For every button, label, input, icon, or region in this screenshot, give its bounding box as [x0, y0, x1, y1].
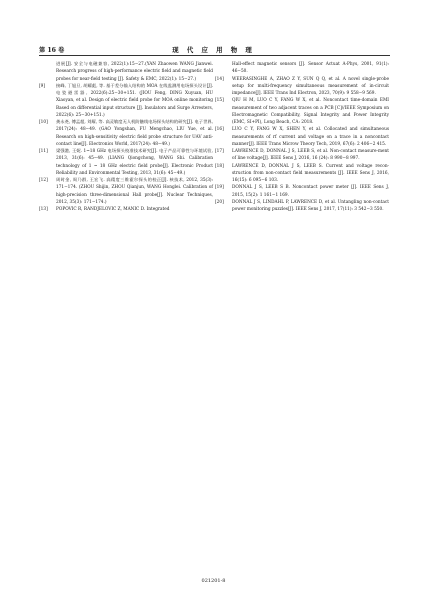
reference-number: [17]	[215, 149, 224, 154]
reference-entry	[215, 76, 389, 98]
reference-entry	[215, 163, 389, 185]
reference-text: 龚永尧, 傅孟超, 刘耀, 等. 高灵敏度无人机防触线电场探头结构的研究[J]. 电子世界, 2017(24): 48−49. (GAO Yongshan, FU Mengchao, LIU Yue, et al. Research on high-sensitivity electric field probe structure for UAV anti-contact line[J]. Electronics World, 2017(24): 48−49.)	[56, 120, 213, 147]
reference-entry	[39, 148, 213, 177]
reference-entry	[39, 206, 213, 213]
page-number: 021201-8	[201, 578, 226, 584]
reference-entry	[215, 97, 389, 126]
reference-text: QIU H M, LUO C Y, FANG W X, et al. Noncontact time-domain EMI measurement of two adjacent traces on a PCB [C]//IEEE Symposium on Electromagnetic Compatibility, Signal Integrity and Power Integrity (EMC, SI+PI), Long Beach, CA: 2018.	[232, 98, 389, 125]
reference-entry	[215, 199, 389, 214]
reference-number: [20]	[215, 199, 224, 205]
reference-entry	[215, 126, 389, 148]
reference-entry	[39, 61, 213, 83]
reference-entry	[215, 148, 389, 163]
reference-text: LAWRENCE D, DONNAL J S, LEEB S, et al. Non-contact measure-ment of line voltage[J]. IEEE Sens J, 2016, 16 (24): 8 990−8 997.	[232, 149, 389, 162]
reference-column-left	[39, 61, 213, 213]
reference-text: LUO C Y, FANG W X, SHEN Y, et al. Collocated and simultaneous measurements of rf current and voltage on a trace in a noncontact manner[J]. IEEE Trans Microw Theory Tech, 2019, 67(6): 2 406−2 415.	[232, 127, 389, 147]
reference-entry	[39, 177, 213, 206]
reference-text: 周时金, 周乃群, 王宏飞. 高精度三维霍尔探头的校正[J]. 核技术, 2012, 35(3): 171−174. (ZHOU Shijin, ZHOU Qianjun, WANG Honglei. Calibration of high-precision three-dimensional Hall probe[J]. Nuclear Techniques, 2012, 35(3): 171−174.)	[56, 178, 213, 205]
reference-number: [9]	[39, 83, 46, 89]
reference-text: Hall-effect magnetic sensors [J]. Sensor Actuat A-Phys, 2001, 91(1): 46−50.	[232, 62, 389, 75]
reference-text: DONNAL J S, LEEB S B. Noncontact power meter [J]. IEEE Sens J, 2015, 15(2): 1 161−1 169.	[232, 185, 389, 198]
reference-text: 进展[J]. 安全与电磁兼容, 2022(1):15−27.(YAN Zhaowen WANG Jianwei. Research progress of high-performance electric field and magnetic field probes for near-field testing [J]. Safety & EMC, 2022(1): 15−27.)	[56, 62, 213, 82]
reference-number: [15]	[215, 98, 224, 104]
reference-text: LAWRENCE D, DONNAL J S, LEEB S. Current and voltage recon-struction from non-contact field measurements [J]. IEEE Sens J, 2016, 16(15): 6 095−6 103.	[232, 163, 389, 183]
reference-text: DONNAL J S, LINDAHL P, LAWRENCE D, et al. Untangling non-contact power monitoring puzzles[J]. IEEE Sens J, 2017, 17(11): 3 542−3 550.	[232, 199, 389, 212]
reference-text: POPOVIC R, RANDJELOVIC Z, MANIC D. Integrated	[56, 207, 170, 212]
reference-number: [10]	[39, 120, 48, 125]
reference-number: [11]	[39, 149, 48, 154]
reference-entry	[39, 119, 213, 148]
reference-entry	[215, 61, 389, 76]
journal-title: 现 代 应 用 物 理	[172, 46, 255, 54]
header-divider	[39, 55, 390, 56]
reference-text: WEERASINGHE A, ZHAO Z Y, SUN Q Q, et al. A novel single-probe setup for multi-frequency simultaneous measurement of in-circuit impedance[J]. IEEE Trans Ind Electron, 2023, 70(9): 9 558−9 569.	[232, 76, 389, 96]
reference-number: [14]	[215, 76, 224, 82]
volume-label: 第 16 卷	[39, 47, 65, 54]
reference-column-right	[215, 61, 389, 213]
reference-number: [13]	[39, 207, 48, 212]
reference-entry	[39, 83, 213, 119]
reference-number: [19]	[215, 185, 224, 191]
reference-number: [12]	[39, 178, 48, 183]
reference-entry	[215, 184, 389, 199]
reference-number: [18]	[215, 163, 224, 169]
reference-text: 接峰, 丁旭旦, 胡耀彪, 等. 基于差分输入结构的 MOA 在线监测用电场探头设计[J]. 电瓷避雷器, 2022(6):25−30+151. (JIOU Feng, DING Xuyuan, HU Xiaoyan, et al. Design of electric field probe for MOA online monitoring Based on differential input structure [J]. Insulators and Surge Arresters, 2022(6): 25−30+151.)	[56, 83, 213, 118]
reference-text: 梁强港, 王妮. 1~18 GHz 电场探头校准技术研究[J]. 电子产品可靠性与环境试验, 2013, 31(6): 45−49. (LIANG Qiongchong, WANG Shi. Calibration technology of 1 ~ 18 GHz electric field probe[J]. Electronic Product Reliability and Environmental Testing, 2013, 31(6): 45−49.)	[56, 149, 213, 176]
reference-number: [16]	[215, 127, 224, 133]
